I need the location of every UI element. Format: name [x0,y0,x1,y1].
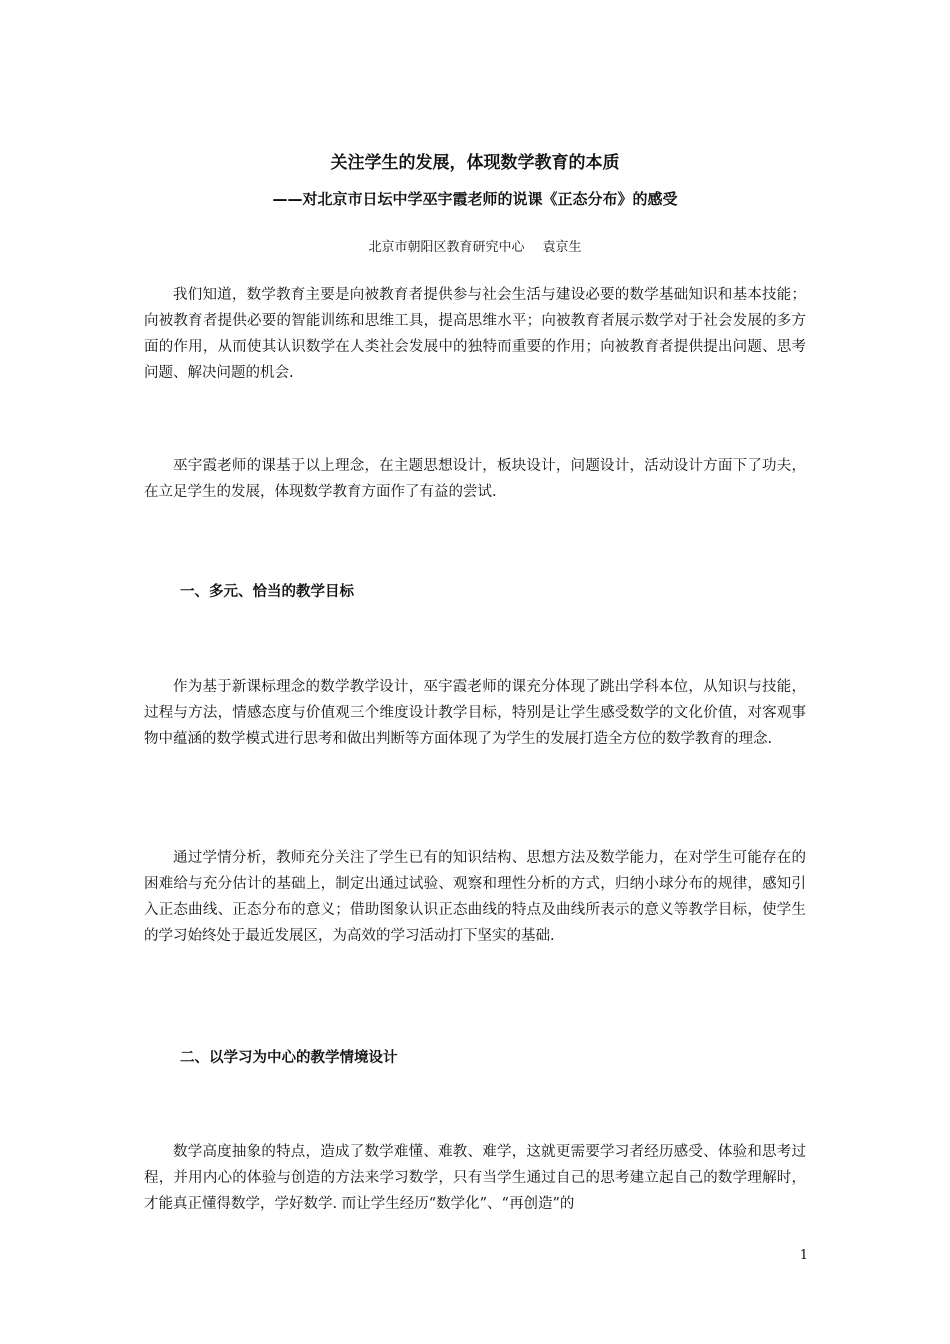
paragraph-intro: 我们知道，数学教育主要是向被教育者提供参与社会生活与建设必要的数学基础知识和基本技能；向被教育者提供必要的智能训练和思维工具，提高思维水平；向被教育者展示数学对于社会发展的多方面的作用，从而使其认识数学在人类社会发展中的独特而重要的作用；向被教育者提供提出问题、思考问题、解决问题的机会. [144,287,806,381]
paragraph-analysis: 通过学情分析，教师充分关注了学生已有的知识结构、思想方法及数学能力，在对学生可能存在的困难给与充分估计的基础上，制定出通过试验、观察和理性分析的方式，归纳小球分布的规律，感知引入正态曲线、正态分布的意义；借助图象认识正态曲线的特点及曲线所表示的意义等教学目标，使学生的学习始终处于最近发展区，为高效的学习活动打下坚实的基础. [144,850,806,944]
document-title: 关注学生的发展，体现数学教育的本质 [330,153,620,173]
author-name: 袁京生 [542,240,582,255]
paragraph-summary: 巫宇霞老师的课基于以上理念，在主题思想设计，板块设计，问题设计，活动设计方面下了功夫，在立足学生的发展，体现数学教育方面作了有益的尝试. [144,458,806,500]
section-heading-1: 一、多元、恰当的教学目标 [180,584,354,600]
paragraph-goals: 作为基于新课标理念的数学教学设计，巫宇霞老师的课充分体现了跳出学科本位，从知识与技能，过程与方法，情感态度与价值观三个维度设计教学目标，特别是让学生感受数学的文化价值，对客观事物中蕴涵的数学模式进行思考和做出判断等方面体现了为学生的发展打造全方位的数学教育的理念. [144,679,806,747]
author-organization: 北京市朝阳区教育研究中心 [368,240,525,255]
author-line [0,236,950,255]
page-number: 1 [799,1248,808,1263]
paragraph-abstract-math: 数学高度抽象的特点，造成了数学难懂、难教、难学，这就更需要学习者经历感受、体验和思考过程，并用内心的体验与创造的方法来学习数学，只有当学生通过自己的思考建立起自己的数学理解时，才能真正懂得数学，学好数学. 而让学生经历“数学化”、“再创造”的 [144,1144,806,1212]
section-heading-2: 二、以学习为中心的教学情境设计 [180,1050,398,1066]
document-subtitle: ——对北京市日坛中学巫宇霞老师的说课《正态分布》的感受 [272,190,678,208]
